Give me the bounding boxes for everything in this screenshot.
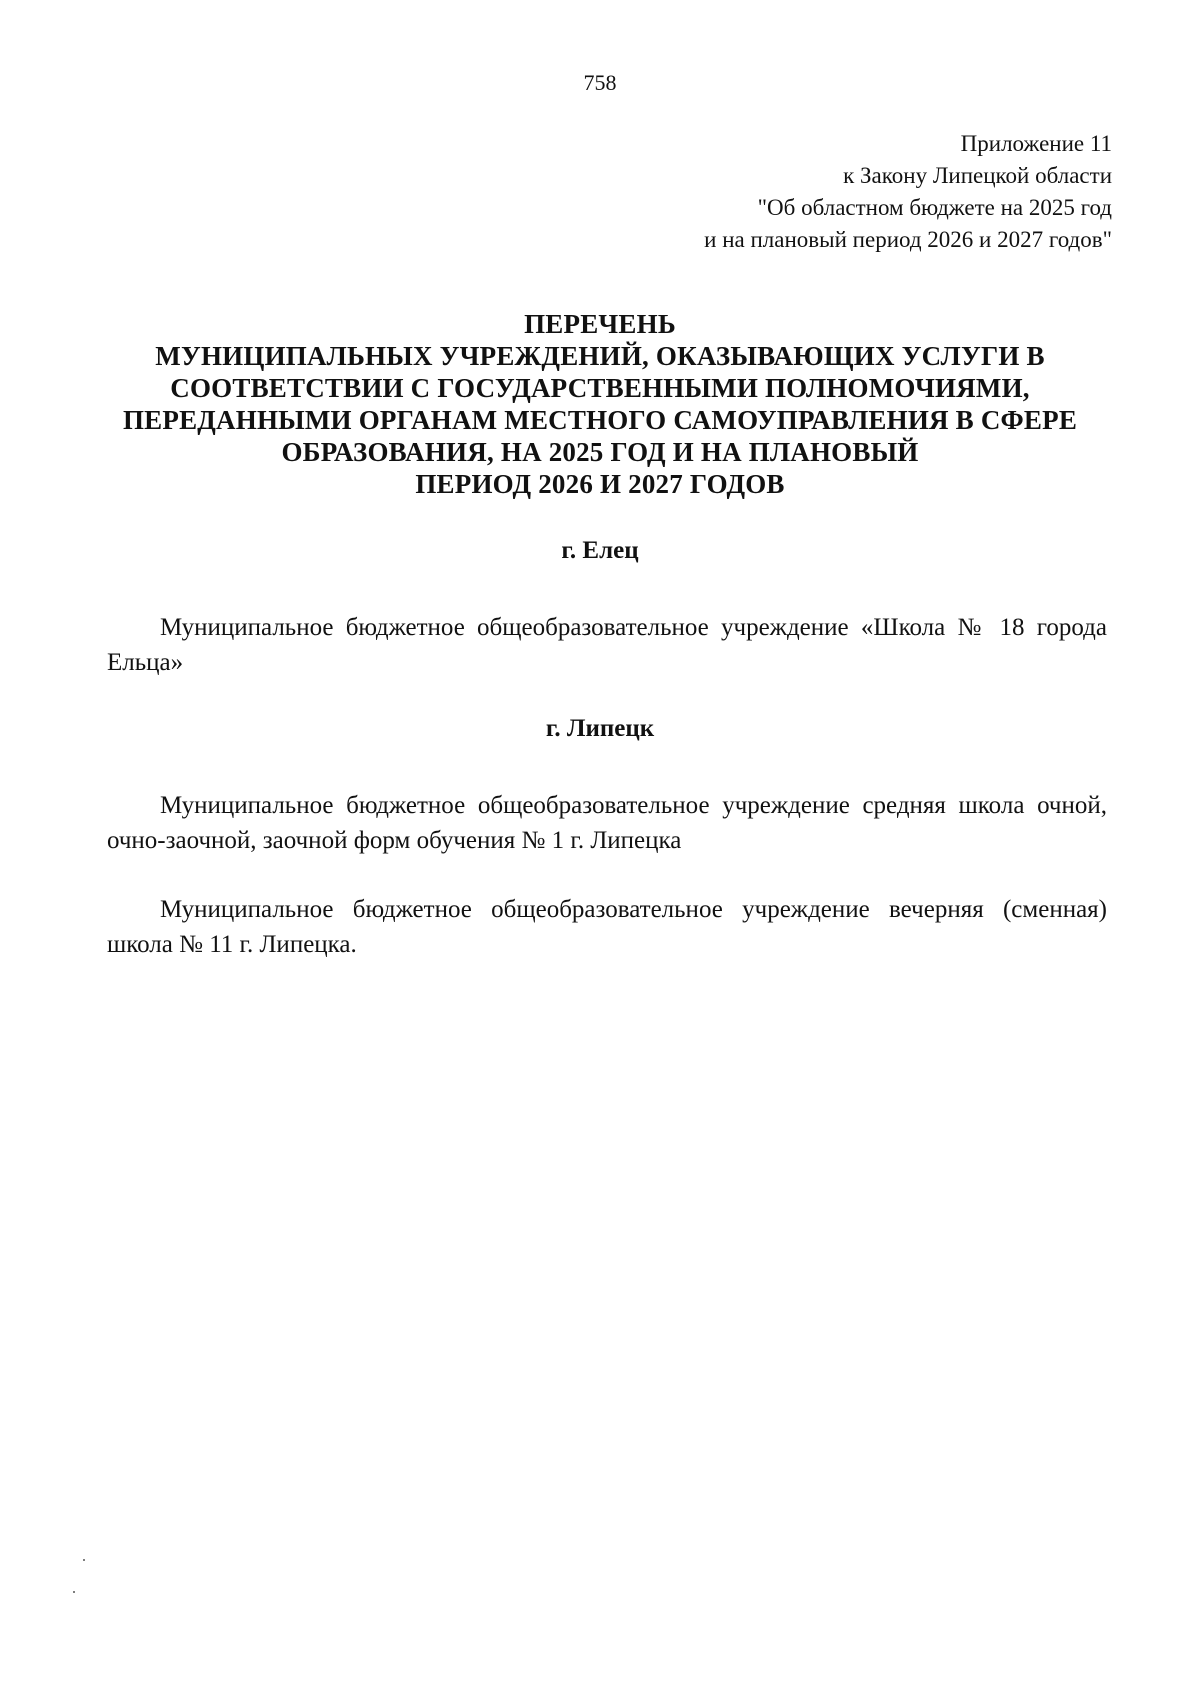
institution-paragraph: Муниципальное бюджетное общеобразовательное учреждение вечерняя (сменная) школа № 11 г. Липецка. bbox=[107, 896, 1107, 958]
title-line: ПЕРЕДАННЫМИ ОРГАНАМ МЕСТНОГО САМОУПРАВЛЕНИЯ В СФЕРЕ bbox=[122, 405, 1078, 435]
city-heading-elets: г. Елец bbox=[561, 537, 639, 564]
appendix-reference bbox=[412, 128, 1112, 256]
institution-paragraph: Муниципальное бюджетное общеобразовательное учреждение средняя школа очной, очно-заочной, заочной форм обучения № 1 г. Липецка bbox=[107, 792, 1107, 854]
scan-speck bbox=[73, 1591, 75, 1593]
title-line: МУНИЦИПАЛЬНЫХ УЧРЕЖДЕНИЙ, ОКАЗЫВАЮЩИХ УСЛУГИ В bbox=[155, 341, 1045, 371]
document-title bbox=[100, 308, 1100, 500]
city-heading-lipetsk: г. Липецк bbox=[545, 715, 655, 742]
appendix-line: к Закону Липецкой области bbox=[843, 163, 1112, 188]
title-line: СООТВЕТСТВИИ С ГОСУДАРСТВЕННЫМИ ПОЛНОМОЧИЯМИ, bbox=[170, 373, 1030, 403]
title-line: ПЕРЕЧЕНЬ bbox=[524, 309, 676, 339]
page-number: 758 bbox=[583, 70, 617, 95]
scan-speck bbox=[83, 1559, 85, 1561]
title-line: ПЕРИОД 2026 И 2027 ГОДОВ bbox=[415, 469, 785, 499]
appendix-line: Приложение 11 bbox=[960, 131, 1112, 156]
title-line: ОБРАЗОВАНИЯ, НА 2025 ГОД И НА ПЛАНОВЫЙ bbox=[281, 437, 919, 467]
appendix-line: и на плановый период 2026 и 2027 годов" bbox=[704, 227, 1112, 252]
appendix-line: "Об областном бюджете на 2025 год bbox=[757, 195, 1112, 220]
institution-paragraph: Муниципальное бюджетное общеобразовательное учреждение «Школа № 18 города Ельца» bbox=[107, 614, 1107, 676]
